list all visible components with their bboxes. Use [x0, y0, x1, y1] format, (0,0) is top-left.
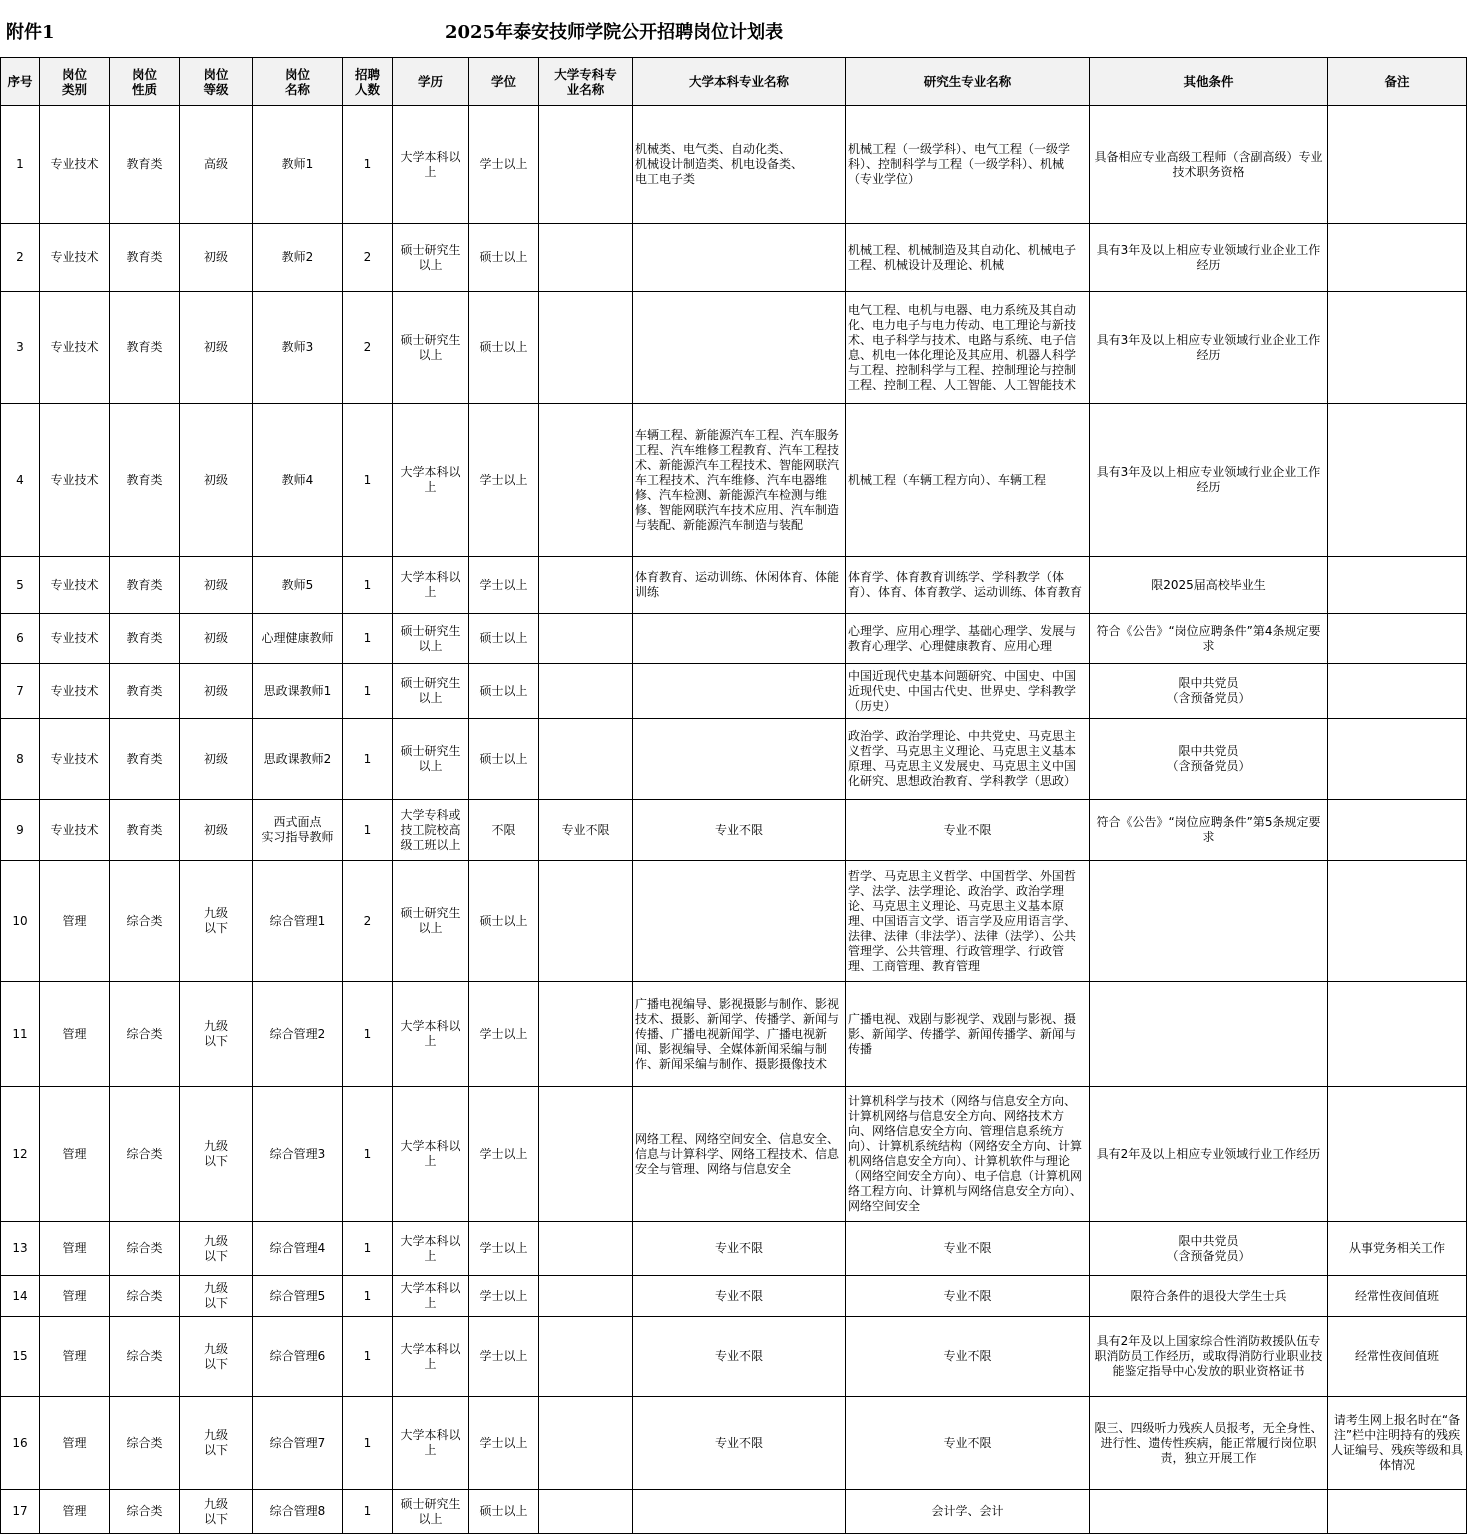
cell-seq: 14 — [1, 1276, 40, 1317]
cell-bachelor-major: 车辆工程、新能源汽车工程、汽车服务工程、汽车维修工程教育、汽车工程技术、新能源汽车工程技术、智能网联汽车工程技术、汽车维修、汽车电器维修、汽车检测、新能源汽车检测与维修、智能网联汽车技术应用、汽车制造与装配、新能源汽车制造与装配 — [633, 404, 846, 557]
cell-remarks — [1328, 1087, 1467, 1222]
cell-nature: 综合类 — [110, 1087, 180, 1222]
document-header — [0, 0, 1467, 57]
cell-college-major — [539, 861, 633, 982]
cell-nature: 教育类 — [110, 800, 180, 861]
cell-graduate-major: 专业不限 — [846, 1397, 1090, 1490]
cell-other-conditions: 限三、四级听力残疾人员报考，无全身性、进行性、遗传性疾病，能正常履行岗位职责，独立开展工作 — [1090, 1397, 1328, 1490]
cell-degree: 学士以上 — [469, 1222, 539, 1276]
cell-college-major — [539, 1222, 633, 1276]
cell-category: 管理 — [40, 982, 110, 1087]
cell-quota: 1 — [343, 404, 393, 557]
cell-quota: 1 — [343, 106, 393, 224]
cell-level: 初级 — [180, 664, 253, 719]
cell-education: 硕士研究生以上 — [393, 224, 469, 292]
cell-quota: 1 — [343, 664, 393, 719]
cell-quota: 1 — [343, 800, 393, 861]
cell-post-name: 综合管理3 — [253, 1087, 343, 1222]
cell-degree: 硕士以上 — [469, 1490, 539, 1534]
cell-education: 大学专科或技工院校高级工班以上 — [393, 800, 469, 861]
cell-bachelor-major: 体育教育、运动训练、休闲体育、体能训练 — [633, 557, 846, 614]
cell-graduate-major: 专业不限 — [846, 800, 1090, 861]
cell-seq: 8 — [1, 719, 40, 800]
cell-post-name: 综合管理5 — [253, 1276, 343, 1317]
cell-quota: 2 — [343, 861, 393, 982]
cell-degree: 学士以上 — [469, 1317, 539, 1397]
cell-bachelor-major: 专业不限 — [633, 1317, 846, 1397]
cell-nature: 教育类 — [110, 292, 180, 404]
cell-graduate-major: 体育学、体育教育训练学、学科教学（体育）、体育、体育教学、运动训练、体育教育 — [846, 557, 1090, 614]
cell-nature: 综合类 — [110, 1276, 180, 1317]
cell-education: 硕士研究生以上 — [393, 719, 469, 800]
cell-other-conditions: 限中共党员 （含预备党员） — [1090, 664, 1328, 719]
cell-graduate-major: 会计学、会计 — [846, 1490, 1090, 1534]
cell-other-conditions: 限中共党员 （含预备党员） — [1090, 719, 1328, 800]
cell-post-name: 综合管理6 — [253, 1317, 343, 1397]
cell-category: 管理 — [40, 1397, 110, 1490]
cell-category: 专业技术 — [40, 664, 110, 719]
table-row — [1, 1490, 1467, 1534]
cell-nature: 综合类 — [110, 1317, 180, 1397]
cell-other-conditions: 具有3年及以上相应专业领域行业企业工作经历 — [1090, 292, 1328, 404]
cell-level: 初级 — [180, 404, 253, 557]
header-nature: 岗位 性质 — [110, 58, 180, 106]
cell-college-major — [539, 224, 633, 292]
table-row — [1, 1087, 1467, 1222]
recruitment-plan-table — [0, 57, 1467, 1534]
cell-graduate-major: 哲学、马克思主义哲学、中国哲学、外国哲学、法学、法学理论、政治学、政治学理论、马克思主义理论、马克思主义基本原理、中国语言文学、语言学及应用语言学、法律、法律（非法学）、法律（法学）、公共管理学、公共管理、行政管理学、行政管理、工商管理、教育管理 — [846, 861, 1090, 982]
cell-seq: 9 — [1, 800, 40, 861]
cell-other-conditions: 具有3年及以上相应专业领域行业企业工作经历 — [1090, 224, 1328, 292]
cell-category: 管理 — [40, 1276, 110, 1317]
cell-bachelor-major: 专业不限 — [633, 1222, 846, 1276]
cell-college-major — [539, 664, 633, 719]
cell-seq: 16 — [1, 1397, 40, 1490]
cell-quota: 1 — [343, 719, 393, 800]
cell-remarks — [1328, 800, 1467, 861]
cell-bachelor-major — [633, 224, 846, 292]
header-college-major: 大学专科专 业名称 — [539, 58, 633, 106]
cell-category: 专业技术 — [40, 800, 110, 861]
table-row — [1, 861, 1467, 982]
cell-level: 九级 以下 — [180, 982, 253, 1087]
cell-other-conditions: 符合《公告》“岗位应聘条件”第4条规定要求 — [1090, 614, 1328, 664]
cell-seq: 12 — [1, 1087, 40, 1222]
cell-quota: 1 — [343, 1222, 393, 1276]
cell-category: 专业技术 — [40, 614, 110, 664]
cell-remarks — [1328, 557, 1467, 614]
cell-graduate-major: 机械工程（车辆工程方向）、车辆工程 — [846, 404, 1090, 557]
cell-nature: 教育类 — [110, 106, 180, 224]
cell-other-conditions: 具有2年及以上国家综合性消防救援队伍专职消防员工作经历，或取得消防行业职业技能鉴定指导中心发放的职业资格证书 — [1090, 1317, 1328, 1397]
cell-post-name: 综合管理2 — [253, 982, 343, 1087]
cell-graduate-major: 广播电视、戏剧与影视学、戏剧与影视、摄影、新闻学、传播学、新闻传播学、新闻与传播 — [846, 982, 1090, 1087]
header-other-conditions: 其他条件 — [1090, 58, 1328, 106]
cell-remarks — [1328, 861, 1467, 982]
cell-graduate-major: 专业不限 — [846, 1222, 1090, 1276]
cell-graduate-major: 计算机科学与技术（网络与信息安全方向、计算机网络与信息安全方向、网络技术方向、网络信息安全方向、管理信息系统方向）、计算机系统结构（网络安全方向、计算机网络信息安全方向）、计算机软件与理论（网络空间安全方向）、电子信息（计算机网络工程方向、计算机与网络信息安全方向）、网络空间安全 — [846, 1087, 1090, 1222]
cell-degree: 学士以上 — [469, 982, 539, 1087]
cell-graduate-major: 机械工程、机械制造及其自动化、机械电子工程、机械设计及理论、机械 — [846, 224, 1090, 292]
cell-seq: 3 — [1, 292, 40, 404]
header-education: 学历 — [393, 58, 469, 106]
cell-remarks — [1328, 719, 1467, 800]
cell-nature: 综合类 — [110, 1222, 180, 1276]
cell-other-conditions: 具有3年及以上相应专业领域行业企业工作经历 — [1090, 404, 1328, 557]
header-remarks: 备注 — [1328, 58, 1467, 106]
cell-quota: 1 — [343, 1317, 393, 1397]
cell-seq: 13 — [1, 1222, 40, 1276]
cell-bachelor-major: 专业不限 — [633, 1397, 846, 1490]
cell-level: 初级 — [180, 614, 253, 664]
cell-seq: 17 — [1, 1490, 40, 1534]
cell-quota: 1 — [343, 1397, 393, 1490]
cell-remarks: 从事党务相关工作 — [1328, 1222, 1467, 1276]
cell-post-name: 教师1 — [253, 106, 343, 224]
attachment-label: 附件1 — [6, 22, 55, 43]
cell-degree: 硕士以上 — [469, 224, 539, 292]
cell-degree: 硕士以上 — [469, 861, 539, 982]
cell-degree: 硕士以上 — [469, 614, 539, 664]
cell-education: 大学本科以上 — [393, 1276, 469, 1317]
cell-post-name: 心理健康教师 — [253, 614, 343, 664]
header-category: 岗位 类别 — [40, 58, 110, 106]
cell-seq: 10 — [1, 861, 40, 982]
table-row — [1, 557, 1467, 614]
cell-other-conditions: 具有2年及以上相应专业领域行业工作经历 — [1090, 1087, 1328, 1222]
cell-level: 九级 以下 — [180, 1490, 253, 1534]
cell-category: 管理 — [40, 1222, 110, 1276]
cell-graduate-major: 专业不限 — [846, 1276, 1090, 1317]
cell-education: 大学本科以上 — [393, 557, 469, 614]
cell-remarks: 请考生网上报名时在“备注”栏中注明持有的残疾人证编号、残疾等级和具体情况 — [1328, 1397, 1467, 1490]
cell-seq: 1 — [1, 106, 40, 224]
cell-college-major — [539, 106, 633, 224]
table-row — [1, 664, 1467, 719]
cell-remarks — [1328, 1490, 1467, 1534]
table-row — [1, 614, 1467, 664]
cell-level: 初级 — [180, 292, 253, 404]
cell-level: 高级 — [180, 106, 253, 224]
table-row — [1, 1317, 1467, 1397]
header-post-name: 岗位 名称 — [253, 58, 343, 106]
header-bachelor-major: 大学本科专业名称 — [633, 58, 846, 106]
cell-bachelor-major: 专业不限 — [633, 1276, 846, 1317]
table-row — [1, 982, 1467, 1087]
cell-post-name: 教师5 — [253, 557, 343, 614]
cell-education: 大学本科以上 — [393, 106, 469, 224]
cell-nature: 教育类 — [110, 224, 180, 292]
cell-post-name: 综合管理7 — [253, 1397, 343, 1490]
cell-college-major — [539, 982, 633, 1087]
table-row — [1, 404, 1467, 557]
page-title: 2025年泰安技师学院公开招聘岗位计划表 — [445, 22, 784, 43]
table-row — [1, 1276, 1467, 1317]
cell-remarks — [1328, 106, 1467, 224]
cell-education: 硕士研究生以上 — [393, 1490, 469, 1534]
cell-other-conditions: 限2025届高校毕业生 — [1090, 557, 1328, 614]
cell-post-name: 思政课教师1 — [253, 664, 343, 719]
table-row — [1, 292, 1467, 404]
cell-category: 管理 — [40, 1087, 110, 1222]
cell-level: 九级 以下 — [180, 1397, 253, 1490]
cell-post-name: 综合管理4 — [253, 1222, 343, 1276]
cell-bachelor-major — [633, 1490, 846, 1534]
cell-education: 硕士研究生以上 — [393, 292, 469, 404]
cell-degree: 学士以上 — [469, 1276, 539, 1317]
cell-education: 硕士研究生以上 — [393, 664, 469, 719]
cell-education: 大学本科以上 — [393, 1087, 469, 1222]
cell-category: 管理 — [40, 1490, 110, 1534]
cell-bachelor-major: 网络工程、网络空间安全、信息安全、信息与计算科学、网络工程技术、信息安全与管理、网络与信息安全 — [633, 1087, 846, 1222]
cell-education: 大学本科以上 — [393, 1397, 469, 1490]
cell-other-conditions: 限符合条件的退役大学生士兵 — [1090, 1276, 1328, 1317]
cell-other-conditions: 具备相应专业高级工程师（含副高级）专业技术职务资格 — [1090, 106, 1328, 224]
table-row — [1, 1397, 1467, 1490]
cell-post-name: 综合管理1 — [253, 861, 343, 982]
header-row — [1, 58, 1467, 106]
cell-college-major — [539, 404, 633, 557]
cell-education: 硕士研究生以上 — [393, 614, 469, 664]
header-degree: 学位 — [469, 58, 539, 106]
cell-graduate-major: 中国近现代史基本问题研究、中国史、中国近现代史、中国古代史、世界史、学科教学（历史） — [846, 664, 1090, 719]
cell-degree: 学士以上 — [469, 106, 539, 224]
cell-graduate-major: 机械工程（一级学科）、电气工程（一级学科）、控制科学与工程（一级学科）、机械（专业学位） — [846, 106, 1090, 224]
cell-level: 初级 — [180, 224, 253, 292]
cell-bachelor-major — [633, 719, 846, 800]
cell-remarks: 经常性夜间值班 — [1328, 1317, 1467, 1397]
cell-level: 九级 以下 — [180, 1222, 253, 1276]
cell-nature: 教育类 — [110, 404, 180, 557]
cell-college-major — [539, 614, 633, 664]
cell-quota: 1 — [343, 557, 393, 614]
cell-post-name: 思政课教师2 — [253, 719, 343, 800]
cell-education: 大学本科以上 — [393, 1317, 469, 1397]
cell-education: 大学本科以上 — [393, 404, 469, 557]
cell-level: 九级 以下 — [180, 1276, 253, 1317]
cell-degree: 学士以上 — [469, 1397, 539, 1490]
table-row — [1, 224, 1467, 292]
cell-degree: 学士以上 — [469, 1087, 539, 1222]
cell-post-name: 教师3 — [253, 292, 343, 404]
cell-level: 九级 以下 — [180, 1087, 253, 1222]
cell-nature: 综合类 — [110, 861, 180, 982]
cell-degree: 硕士以上 — [469, 292, 539, 404]
cell-post-name: 综合管理8 — [253, 1490, 343, 1534]
cell-graduate-major: 电气工程、电机与电器、电力系统及其自动化、电力电子与电力传动、电工理论与新技术、电子科学与技术、电路与系统、电子信息、机电一体化理论及其应用、机器人科学与工程、控制科学与工程、控制理论与控制工程、控制工程、人工智能、人工智能技术 — [846, 292, 1090, 404]
cell-nature: 综合类 — [110, 1490, 180, 1534]
cell-graduate-major: 心理学、应用心理学、基础心理学、发展与教育心理学、心理健康教育、应用心理 — [846, 614, 1090, 664]
cell-other-conditions — [1090, 1490, 1328, 1534]
cell-remarks — [1328, 982, 1467, 1087]
cell-quota: 2 — [343, 224, 393, 292]
cell-college-major — [539, 1397, 633, 1490]
cell-post-name: 教师2 — [253, 224, 343, 292]
cell-quota: 1 — [343, 1087, 393, 1222]
cell-degree: 学士以上 — [469, 557, 539, 614]
cell-college-major — [539, 1087, 633, 1222]
cell-category: 专业技术 — [40, 557, 110, 614]
cell-category: 专业技术 — [40, 106, 110, 224]
cell-post-name: 教师4 — [253, 404, 343, 557]
cell-college-major — [539, 1276, 633, 1317]
cell-nature: 教育类 — [110, 719, 180, 800]
cell-category: 管理 — [40, 1317, 110, 1397]
header-graduate-major: 研究生专业名称 — [846, 58, 1090, 106]
cell-college-major — [539, 292, 633, 404]
cell-other-conditions: 符合《公告》“岗位应聘条件”第5条规定要求 — [1090, 800, 1328, 861]
cell-quota: 1 — [343, 1490, 393, 1534]
cell-college-major — [539, 1317, 633, 1397]
cell-remarks: 经常性夜间值班 — [1328, 1276, 1467, 1317]
table-row — [1, 719, 1467, 800]
cell-level: 初级 — [180, 800, 253, 861]
table-row — [1, 1222, 1467, 1276]
cell-remarks — [1328, 614, 1467, 664]
header-quota: 招聘 人数 — [343, 58, 393, 106]
cell-category: 专业技术 — [40, 719, 110, 800]
cell-bachelor-major — [633, 861, 846, 982]
cell-nature: 教育类 — [110, 664, 180, 719]
cell-nature: 综合类 — [110, 1397, 180, 1490]
cell-seq: 5 — [1, 557, 40, 614]
cell-bachelor-major — [633, 614, 846, 664]
cell-education: 大学本科以上 — [393, 1222, 469, 1276]
cell-quota: 1 — [343, 614, 393, 664]
cell-seq: 2 — [1, 224, 40, 292]
cell-other-conditions: 限中共党员 （含预备党员） — [1090, 1222, 1328, 1276]
cell-bachelor-major: 机械类、电气类、自动化类、 机械设计制造类、机电设备类、 电工电子类 — [633, 106, 846, 224]
cell-other-conditions — [1090, 861, 1328, 982]
cell-remarks — [1328, 224, 1467, 292]
cell-seq: 4 — [1, 404, 40, 557]
cell-bachelor-major: 专业不限 — [633, 800, 846, 861]
cell-level: 初级 — [180, 557, 253, 614]
cell-quota: 2 — [343, 292, 393, 404]
cell-level: 初级 — [180, 719, 253, 800]
cell-degree: 不限 — [469, 800, 539, 861]
cell-bachelor-major — [633, 664, 846, 719]
cell-education: 大学本科以上 — [393, 982, 469, 1087]
cell-category: 专业技术 — [40, 224, 110, 292]
cell-degree: 硕士以上 — [469, 719, 539, 800]
cell-seq: 6 — [1, 614, 40, 664]
cell-college-major — [539, 1490, 633, 1534]
cell-seq: 11 — [1, 982, 40, 1087]
cell-bachelor-major: 广播电视编导、影视摄影与制作、影视技术、摄影、新闻学、传播学、新闻与传播、广播电视新闻学、广播电视新闻、影视编导、全媒体新闻采编与制作、新闻采编与制作、摄影摄像技术 — [633, 982, 846, 1087]
cell-category: 管理 — [40, 861, 110, 982]
header-level: 岗位 等级 — [180, 58, 253, 106]
cell-remarks — [1328, 292, 1467, 404]
cell-remarks — [1328, 404, 1467, 557]
cell-college-major — [539, 719, 633, 800]
cell-education: 硕士研究生以上 — [393, 861, 469, 982]
cell-college-major — [539, 557, 633, 614]
cell-college-major: 专业不限 — [539, 800, 633, 861]
cell-seq: 7 — [1, 664, 40, 719]
cell-degree: 硕士以上 — [469, 664, 539, 719]
table-row — [1, 106, 1467, 224]
cell-post-name: 西式面点 实习指导教师 — [253, 800, 343, 861]
cell-category: 专业技术 — [40, 404, 110, 557]
cell-level: 九级 以下 — [180, 1317, 253, 1397]
cell-nature: 教育类 — [110, 557, 180, 614]
cell-level: 九级 以下 — [180, 861, 253, 982]
cell-graduate-major: 政治学、政治学理论、中共党史、马克思主义哲学、马克思主义理论、马克思主义基本原理、马克思主义发展史、马克思主义中国化研究、思想政治教育、学科教学（思政） — [846, 719, 1090, 800]
table-row — [1, 800, 1467, 861]
cell-degree: 学士以上 — [469, 404, 539, 557]
cell-remarks — [1328, 664, 1467, 719]
cell-graduate-major: 专业不限 — [846, 1317, 1090, 1397]
cell-nature: 教育类 — [110, 614, 180, 664]
cell-quota: 1 — [343, 1276, 393, 1317]
cell-nature: 综合类 — [110, 982, 180, 1087]
header-seq: 序号 — [1, 58, 40, 106]
cell-bachelor-major — [633, 292, 846, 404]
cell-category: 专业技术 — [40, 292, 110, 404]
cell-other-conditions — [1090, 982, 1328, 1087]
cell-seq: 15 — [1, 1317, 40, 1397]
cell-quota: 1 — [343, 982, 393, 1087]
